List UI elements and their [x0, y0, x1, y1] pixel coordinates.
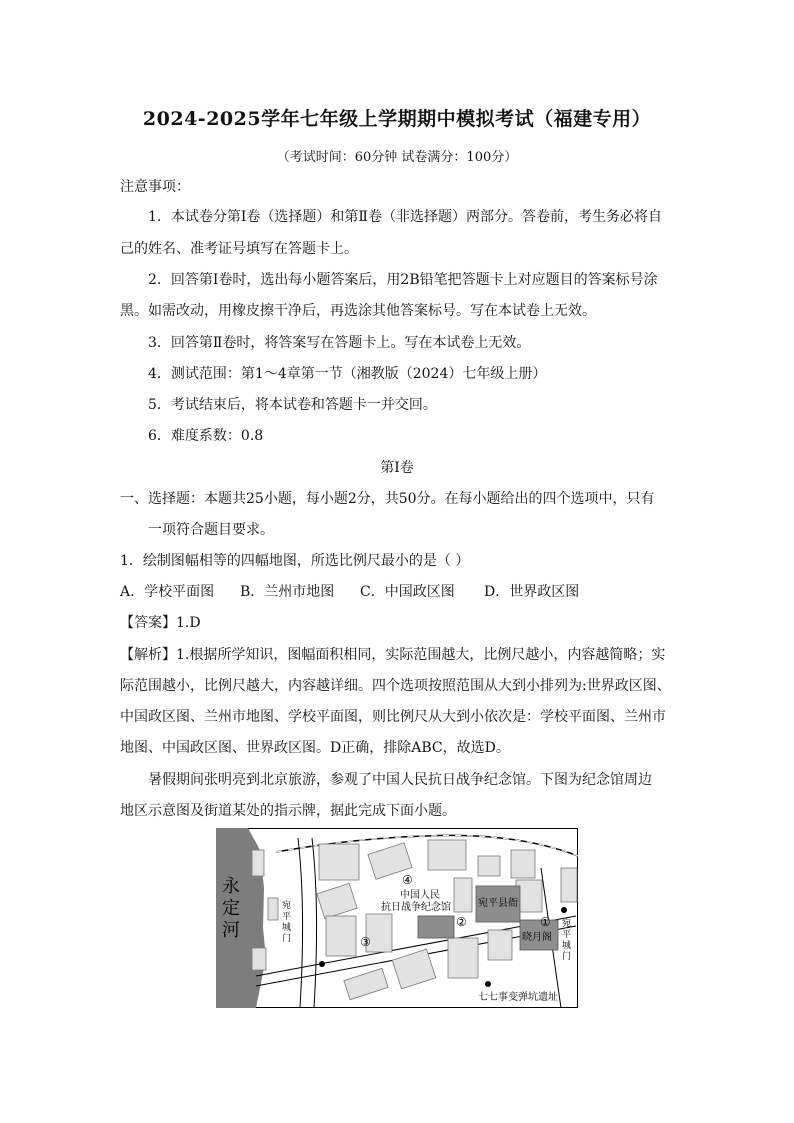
- site-label: 七七事变弹坑遗址: [478, 992, 558, 1003]
- notice-item: 黑。如需改动，用橡皮擦干净后，再选涂其他答案标号。写在本试卷上无效。: [120, 303, 596, 319]
- building: [488, 930, 512, 960]
- building: [561, 868, 577, 902]
- analysis-line: 地图、中国政区图、世界政区图。D正确，排除ABC，故选D。: [120, 740, 510, 756]
- gate-label-char: 门: [282, 934, 292, 944]
- site-dot: [485, 981, 491, 987]
- notice-heading: 注意事项：: [120, 179, 190, 195]
- building: [448, 938, 478, 978]
- notice-item: 6．难度系数：0.8: [148, 428, 264, 444]
- notice-item: 己的姓名、准考证号填写在答题卡上。: [120, 241, 358, 257]
- gate-label-char: 门: [562, 952, 572, 962]
- building: [511, 850, 535, 878]
- moon-pavilion-label: 晓月阁: [522, 932, 552, 943]
- section-intro: 一、选择题：本题共25小题，每小题2分，共50分。在每小题给出的四个选项中，只有: [120, 491, 655, 507]
- gate-label-char: 城: [282, 923, 292, 933]
- building: [428, 840, 466, 870]
- material-text: 地区示意图及街道某处的指示牌，据此完成下面小题。: [120, 803, 456, 819]
- option-d: D．世界政区图: [484, 584, 580, 600]
- question-1: 1．绘制图幅相等的四幅地图，所选比例尺最小的是（ ）: [120, 553, 470, 569]
- notice-item: 5．考试结束后，将本试卷和答题卡一并交回。: [148, 397, 437, 413]
- gate-label-char: 平: [282, 912, 292, 922]
- building: [454, 878, 472, 912]
- notice-item: 1．本试卷分第Ⅰ卷（选择题）和第Ⅱ卷（非选择题）两部分。答卷前，考生务必将自: [148, 209, 662, 225]
- museum-area-map: [216, 828, 578, 1008]
- building: [478, 856, 500, 876]
- building: [252, 948, 266, 970]
- building: [252, 850, 264, 876]
- marker-4: ④: [402, 873, 413, 887]
- marker-2: ②: [456, 915, 467, 929]
- notice-item: 4．测试范围：第1～4章第一节（湘教版（2024）七年级上册）: [148, 366, 547, 382]
- notice-item: 3．回答第Ⅱ卷时，将答案写在答题卡上。写在本试卷上无效。: [148, 335, 531, 351]
- option-a: A．学校平面图: [120, 584, 215, 600]
- building: [268, 898, 278, 920]
- building: [326, 916, 356, 956]
- gate-label-char: 平: [562, 930, 572, 940]
- marker-3: ③: [360, 935, 371, 949]
- analysis-line: 中国政区图、兰州市地图、学校平面图，则比例尺从大到小依次是：学校平面图、兰州市: [120, 709, 666, 725]
- section-intro: 一项符合题目要求。: [148, 522, 274, 538]
- answer: 【答案】1.D: [120, 615, 201, 631]
- analysis-line: 际范围越小，比例尺越大，内容越详细。四个选项按照范围从大到小排列为:世界政区图、: [120, 678, 671, 694]
- location-dot: [319, 961, 325, 967]
- river-label-char: 河: [222, 920, 240, 941]
- river-label-char: 定: [222, 898, 240, 919]
- material-text: 暑假期间张明亮到北京旅游，参观了中国人民抗日战争纪念馆。下图为纪念馆周边: [148, 772, 652, 788]
- section-title: 第Ⅰ卷: [380, 460, 414, 476]
- museum-label: 中国人民: [400, 890, 440, 901]
- dark-building: [418, 916, 454, 938]
- museum-label: 抗日战争纪念馆: [381, 902, 451, 913]
- gate-label-char: 宛: [562, 919, 572, 929]
- analysis-line: 【解析】1.根据所学知识，图幅面积相同，实际范围越大，比例尺越小，内容越简略；实: [120, 647, 666, 663]
- page-title: 2024-2025学年七年级上学期期中模拟考试（福建专用）: [142, 108, 652, 130]
- gate-label-char: 城: [562, 941, 572, 951]
- option-c: C．中国政区图: [360, 584, 455, 600]
- gate-label-char: 宛: [282, 901, 292, 911]
- option-b: B．兰州市地图: [240, 584, 335, 600]
- notice-item: 2．回答第Ⅰ卷时，选出每小题答案后，用2B铅笔把答题卡上对应题目的答案标号涂: [148, 272, 658, 288]
- river-label-char: 永: [222, 876, 240, 897]
- exam-info: （考试时间：60分钟 试卷满分：100分）: [276, 150, 518, 165]
- location-dot: [561, 907, 567, 913]
- marker-1: ①: [540, 915, 551, 929]
- building: [319, 844, 359, 880]
- street-label: 宛平县衙: [478, 898, 518, 909]
